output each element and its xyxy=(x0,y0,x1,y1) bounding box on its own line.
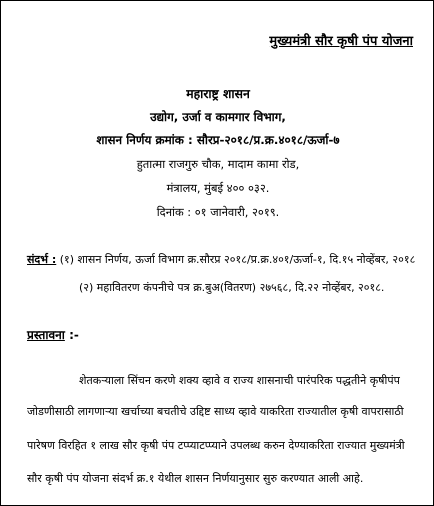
introduction-heading xyxy=(27,326,79,343)
resolution-date: दिनांक : ०१ जानेवारी, २०१९. xyxy=(156,205,280,219)
address-line-2: मंत्रालय, मुंबई ४०० ०३२. xyxy=(166,181,270,195)
reference-label: संदर्भ : xyxy=(27,253,57,266)
department-name: उद्योग, उर्जा व कामगार विभाग, xyxy=(150,110,286,124)
introduction-heading-suffix: :- xyxy=(64,328,79,342)
introduction-line: पारेषण विरहित १ लाख सौर कृषी पंप टप्प्याटप्प्याने उपलब्ध करुन देण्याकरिता राज्यात मुख्यमंत्री xyxy=(27,439,405,452)
introduction-heading-text: प्रस्तावना xyxy=(27,328,65,342)
introduction-line: शेतकऱ्याला सिंचन करणे शक्य व्हावे व राज्य शासनाची पारंपरिक पद्धतीने कृषीपंप xyxy=(79,374,400,387)
address-line-1: हुतात्मा राजगुरु चौक, मादाम कामा रोड, xyxy=(136,157,300,171)
resolution-number: शासन निर्णय क्रमांक : सौरप्र-२०१८/प्र.क्र.४०१८/ऊर्जा-७ xyxy=(96,133,340,147)
reference-item-1: (१) शासन निर्णय, ऊर्जा विभाग क्र.सौरप्र २०१८/प्र.क्र.४०१/ऊर्जा-१, दि.१५ नोव्हेंबर, २०१८ xyxy=(59,253,416,266)
reference-line-1 xyxy=(27,252,415,267)
government-name: महाराष्ट्र शासन xyxy=(186,87,250,101)
introduction-line: सौर कृषी पंप योजना संदर्भ क्र.१ येथील शासन निर्णयानुसार सुरु करण्यात आली आहे. xyxy=(27,472,364,485)
introduction-line: जोडणीसाठी लागणाऱ्या खर्चाच्या बचतीचे उद्दिष्ट साध्य व्हावे याकरिता राज्यातील कृषी वापरासाठी xyxy=(27,405,404,418)
reference-item-2: (२) महावितरण कंपनीचे पत्र क्र.बुअ(वितरण) २७५६८, दि.२२ नोव्हेंबर, २०१८. xyxy=(79,281,385,294)
scheme-title: मुख्यमंत्री सौर कृषी पंप योजना xyxy=(269,34,413,49)
